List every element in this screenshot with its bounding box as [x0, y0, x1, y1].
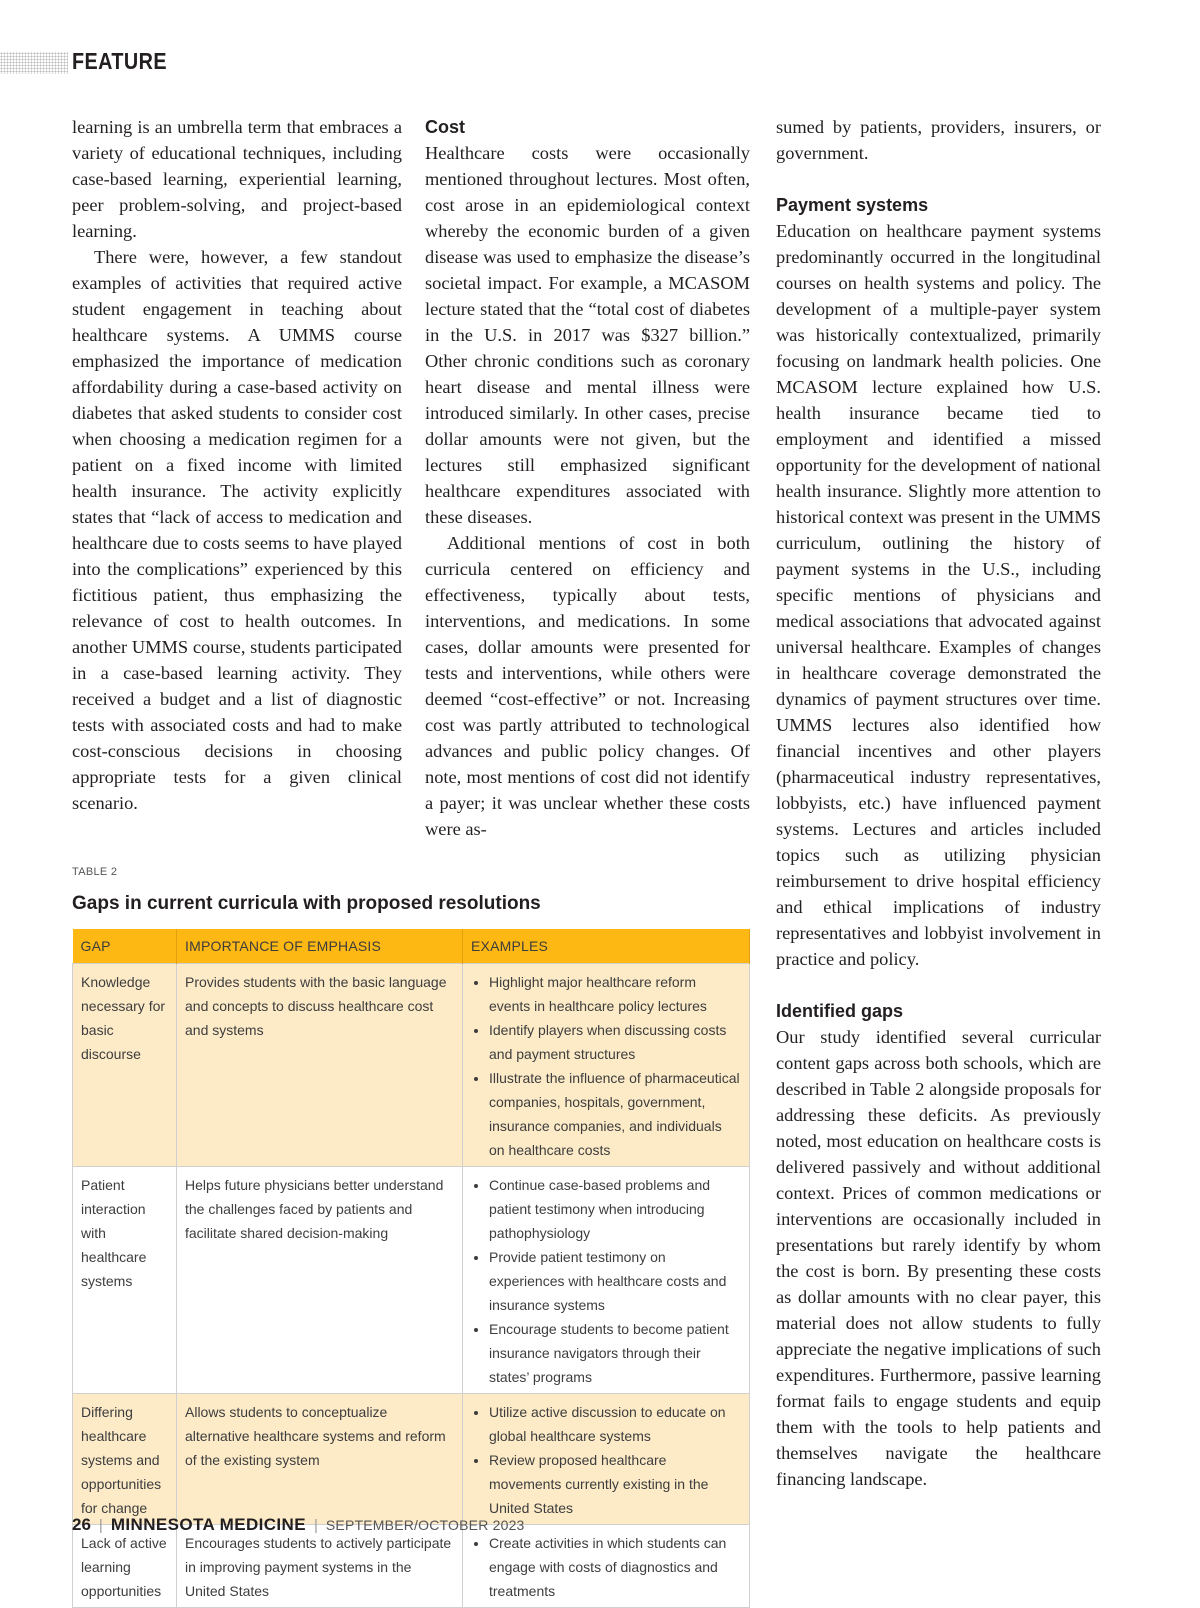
- col1-paragraph-1: learning is an umbrella term that embraces a variety of educational techniques, including case-based learning, experiential learning, peer problem-solving, and project-based learning.: [72, 117, 402, 241]
- examples-cell: [463, 1525, 750, 1608]
- column-2: [425, 114, 750, 842]
- example-item: • Encourage students to become patient insurance navigators through their states’ programs: [489, 1317, 741, 1389]
- table-row: [73, 1394, 750, 1525]
- header-examples: EXAMPLES: [463, 929, 750, 964]
- col3-paragraph-2: Our study identified several curricular content gaps across both schools, which are described in Table 2 alongside proposals for addressing these deficits. As previously noted, most education on healthcare costs is delivered passively and without additional context. Prices of common medications or interventions are occasionally included in presentations but rarely identify by whom the cost is born. By presenting these costs as dollar amounts with no clear payer, this material does not allow students to fully appreciate the negative implications of such expenditures. Furthermore, passive learning format fails to engage students and equip them with the tools to help patients and themselves navigate the healthcare financing landscape.: [776, 1027, 1101, 1489]
- example-item: • Review proposed healthcare movements currently existing in the United States: [489, 1448, 741, 1520]
- section-label: FEATURE: [72, 48, 167, 74]
- table-row: [73, 1525, 750, 1608]
- table-label: TABLE 2: [72, 866, 118, 878]
- table-row: [73, 1167, 750, 1394]
- magazine-name: MINNESOTA MEDICINE: [110, 1515, 306, 1534]
- example-item: • Create activities in which students can engage with costs of diagnostics and treatments: [489, 1531, 741, 1603]
- example-item: • Utilize active discussion to educate on global healthcare systems: [489, 1400, 741, 1448]
- issue-date: SEPTEMBER/OCTOBER 2023: [325, 1517, 525, 1533]
- header-dot-pattern: [0, 52, 68, 74]
- importance-cell: Allows students to conceptualize alternative healthcare systems and reform of the existing system: [177, 1394, 463, 1525]
- identified-gaps-heading: Identified gaps: [776, 1001, 904, 1021]
- header-importance: IMPORTANCE OF EMPHASIS: [177, 929, 463, 964]
- page-footer: [72, 1515, 525, 1535]
- footer-divider: |: [98, 1516, 103, 1534]
- column-1: [72, 114, 402, 816]
- footer-divider: |: [313, 1516, 318, 1534]
- cost-heading: Cost: [425, 117, 465, 137]
- example-item: • Identify players when discussing costs and payment structures: [489, 1018, 741, 1066]
- col2-paragraph-1: Healthcare costs were occasionally mentioned throughout lectures. Most often, cost arose in an epidemiological context whereby the economic burden of a given disease was used to emphasize the disease’s societal impact. For example, a MCASOM lecture stated that the “total cost of diabetes in the U.S. in 2017 was $327 billion.” Other chronic conditions such as coronary heart disease and mental illness were introduced similarly. In other cases, precise dollar amounts were not given, but the lectures still emphasized significant healthcare expenditures associated with these diseases.: [425, 143, 750, 527]
- col3-paragraph-1: Education on healthcare payment systems predominantly occurred in the longitudinal courses on health systems and policy. The development of a multiple-payer system was historically contextualized, primarily focusing on landmark health policies. One MCASOM lecture explained how U.S. health insurance became tied to employment and identified a missed opportunity for the development of national health insurance. Slightly more attention to historical context was present in the UMMS curriculum, outlining the history of payment systems in the U.S., including specific mentions of physicians and medical associations that advocated against universal healthcare. Examples of changes in healthcare coverage demonstrated the dynamics of payment structures over time. UMMS lectures also identified how financial incentives and other players (pharmaceutical industry representatives, lobbyists, etc.) have influenced payment systems. Lectures and articles included topics such as utilizing physician reimbursement to drive hospital efficiency and ethical implications of industry representatives and lobbyist involvement in practice and policy.: [776, 221, 1101, 969]
- col1-paragraph-2: There were, however, a few standout examples of activities that required active student engagement in teaching about healthcare systems. A UMMS course emphasized the importance of medication affordability during a case-based activity on diabetes that asked students to consider cost when choosing a medication regimen for a patient on a fixed income with limited health insurance. The activity explicitly states that “lack of access to medication and healthcare due to costs seems to have played into the complications” experienced by this fictitious patient, thus emphasizing the relevance of cost to health outcomes. In another UMMS course, students participated in a case-based learning activity. They received a budget and a list of diagnostic tests with associated costs and had to make cost-conscious decisions in choosing appropriate tests for a given clinical scenario.: [72, 247, 402, 813]
- gap-cell: Knowledge necessary for basic discourse: [73, 964, 177, 1167]
- col2-paragraph-2: Additional mentions of cost in both curricula centered on efficiency and effectiveness, typically about tests, interventions, and medications. In some cases, dollar amounts were presented for tests and interventions, while others were deemed “cost-effective” or not. Increasing cost was partly attributed to technological advances and public policy changes. Of note, most mentions of cost did not identify a payer; it was unclear whether these costs were as-: [425, 533, 750, 839]
- importance-cell: Provides students with the basic language and concepts to discuss healthcare cost and systems: [177, 964, 463, 1167]
- examples-cell: [463, 1167, 750, 1394]
- header-gap: GAP: [73, 929, 177, 964]
- payment-systems-heading: Payment systems: [776, 195, 929, 215]
- importance-cell: Helps future physicians better understand the challenges faced by patients and facilitate shared decision-making: [177, 1167, 463, 1394]
- page-number: 26: [72, 1515, 91, 1534]
- gap-cell: Differing healthcare systems and opportunities for change: [73, 1394, 177, 1525]
- examples-cell: [463, 1394, 750, 1525]
- example-item: • Continue case-based problems and patient testimony when introducing pathophysiology: [489, 1173, 741, 1245]
- example-item: • Provide patient testimony on experiences with healthcare costs and insurance systems: [489, 1245, 741, 1317]
- examples-cell: [463, 964, 750, 1167]
- importance-cell: Encourages students to actively participate in improving payment systems in the United States: [177, 1525, 463, 1608]
- table-header-row: [73, 929, 750, 964]
- col3-paragraph-0: sumed by patients, providers, insurers, or government.: [776, 117, 1101, 163]
- example-item: • Highlight major healthcare reform events in healthcare policy lectures: [489, 970, 741, 1018]
- example-item: • Illustrate the influence of pharmaceutical companies, hospitals, government, insurance companies, and individuals on healthcare costs: [489, 1066, 741, 1162]
- gaps-table: [72, 929, 750, 1608]
- table-row: [73, 964, 750, 1167]
- column-3: [776, 114, 1101, 1492]
- gap-cell: Patient interaction with healthcare systems: [73, 1167, 177, 1394]
- table-title: Gaps in current curricula with proposed resolutions: [72, 893, 541, 914]
- gap-cell: Lack of active learning opportunities: [73, 1525, 177, 1608]
